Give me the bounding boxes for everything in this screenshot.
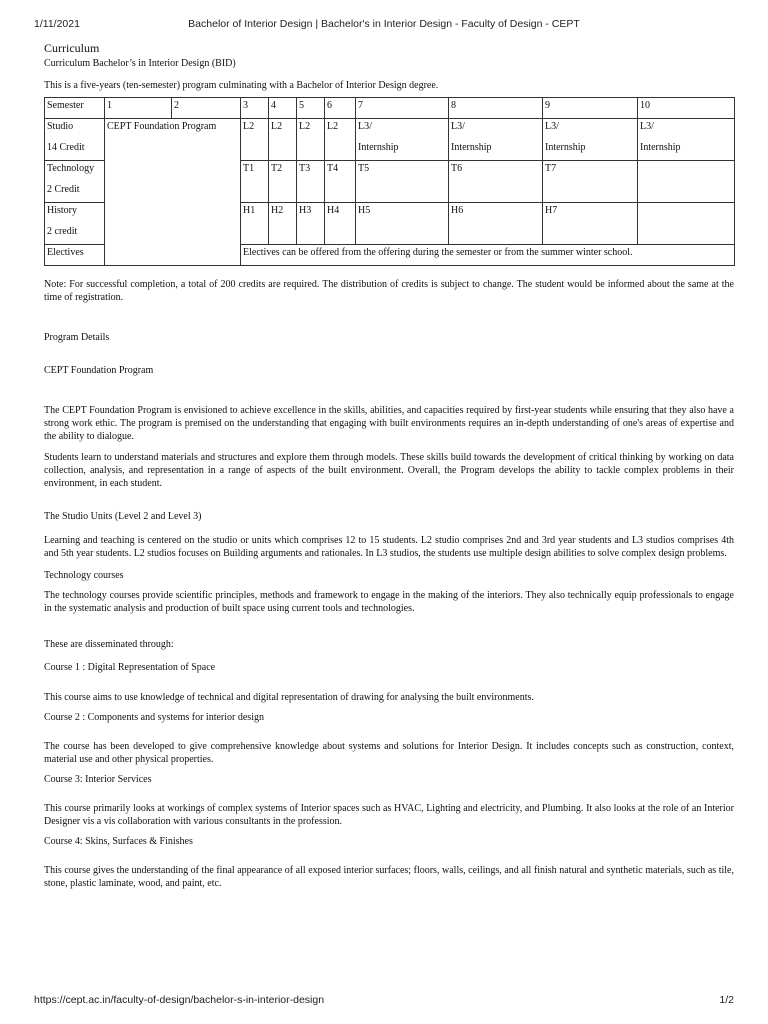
foundation-paragraph-2: Students learn to understand materials and structures and explore them through models. These skills build towards the development of critical thinking by working on data collection, analysis, and representation in a range of aspects of the built environment. Overall, the Program develops the ability to tackle complex problems in their environment, in each student. bbox=[44, 452, 734, 489]
studio-s8-level: L3/ bbox=[451, 121, 465, 132]
course-2-desc: The course has been developed to give comprehensive knowledge about systems and solutions for Interior Design. It includes concepts such as construction, context, material use and other physical properties. bbox=[44, 741, 734, 765]
studio-s9 bbox=[543, 119, 638, 161]
studio-s10 bbox=[638, 119, 735, 161]
history-s8: H6 bbox=[449, 203, 543, 245]
print-header bbox=[34, 18, 734, 30]
history-s4: H2 bbox=[269, 203, 297, 245]
foundation-paragraph-1: The CEPT Foundation Program is envisioned to achieve excellence in the skills, abilities, and capacities required by first-year students while ensuring that they also have a strong work ethic. The program is premised on the understanding that engaging with built environments requires an in-depth understanding of one's areas of expertise and the ability to dialogue. bbox=[44, 405, 734, 442]
technology-label-cell bbox=[45, 161, 105, 203]
tech-s5: T3 bbox=[297, 161, 325, 203]
tech-s6: T4 bbox=[325, 161, 356, 203]
technology-credit: 2 Credit bbox=[47, 184, 80, 195]
history-s9: H7 bbox=[543, 203, 638, 245]
studio-s5: L2 bbox=[297, 119, 325, 161]
page-content bbox=[44, 40, 734, 890]
studio-s10-internship: Internship bbox=[640, 142, 681, 153]
technology-courses-heading: Technology courses bbox=[44, 570, 124, 581]
studio-s8-internship: Internship bbox=[451, 142, 492, 153]
semester-5: 5 bbox=[297, 98, 325, 119]
tech-s7: T5 bbox=[356, 161, 449, 203]
electives-text: Electives can be offered from the offering during the semester or from the summer winter school. bbox=[241, 245, 735, 266]
curriculum-subheading: Curriculum Bachelor’s in Interior Design (BID) bbox=[44, 58, 236, 69]
print-page-title: Bachelor of Interior Design | Bachelor's in Interior Design - Faculty of Design - CEPT bbox=[188, 18, 580, 30]
studio-s8 bbox=[449, 119, 543, 161]
table-row-studio bbox=[45, 119, 735, 161]
semester-10: 10 bbox=[638, 98, 735, 119]
tech-s8: T6 bbox=[449, 161, 543, 203]
disseminated-heading: These are disseminated through: bbox=[44, 639, 174, 650]
foundation-program-cell: CEPT Foundation Program bbox=[105, 119, 241, 266]
studio-label-cell bbox=[45, 119, 105, 161]
tech-s9: T7 bbox=[543, 161, 638, 203]
studio-s7-level: L3/ bbox=[358, 121, 372, 132]
studio-credit: 14 Credit bbox=[47, 142, 85, 153]
semester-3: 3 bbox=[241, 98, 269, 119]
history-s6: H4 bbox=[325, 203, 356, 245]
tech-s4: T2 bbox=[269, 161, 297, 203]
studio-units-heading: The Studio Units (Level 2 and Level 3) bbox=[44, 511, 202, 522]
studio-s10-level: L3/ bbox=[640, 121, 654, 132]
semester-7: 7 bbox=[356, 98, 449, 119]
technology-courses-paragraph: The technology courses provide scientific principles, methods and framework to engage in the making of the interiors. They also technically equip professionals to engage in the systematic analysis and production of built space using current tools and technologies. bbox=[44, 590, 734, 614]
print-date: 1/11/2021 bbox=[34, 18, 80, 30]
semester-2: 2 bbox=[172, 98, 241, 119]
curriculum-intro: This is a five-years (ten-semester) program culminating with a Bachelor of Interior Design degree. bbox=[44, 80, 439, 91]
studio-s9-internship: Internship bbox=[545, 142, 586, 153]
course-4-desc: This course gives the understanding of the final appearance of all exposed interior surfaces; floors, walls, ceilings, and all finish natural and synthetic materials, such as tile, stone, plastic laminate, wood, and paint, etc. bbox=[44, 865, 734, 889]
semester-8: 8 bbox=[449, 98, 543, 119]
course-1-title: Course 1 : Digital Representation of Space bbox=[44, 662, 216, 673]
curriculum-heading: Curriculum bbox=[44, 41, 100, 55]
studio-s3: L2 bbox=[241, 119, 269, 161]
history-s5: H3 bbox=[297, 203, 325, 245]
tech-s10 bbox=[638, 161, 735, 203]
studio-s9-level: L3/ bbox=[545, 121, 559, 132]
semester-9: 9 bbox=[543, 98, 638, 119]
history-s3: H1 bbox=[241, 203, 269, 245]
semester-6: 6 bbox=[325, 98, 356, 119]
history-credit: 2 credit bbox=[47, 226, 78, 237]
technology-label: Technology bbox=[47, 163, 95, 174]
course-2-title: Course 2 : Components and systems for interior design bbox=[44, 712, 264, 723]
studio-s7 bbox=[356, 119, 449, 161]
studio-s6: L2 bbox=[325, 119, 356, 161]
history-s7: H5 bbox=[356, 203, 449, 245]
studio-label: Studio bbox=[47, 121, 74, 132]
tech-s3: T1 bbox=[241, 161, 269, 203]
studio-s4: L2 bbox=[269, 119, 297, 161]
program-details-heading: Program Details bbox=[44, 332, 110, 343]
studio-units-paragraph: Learning and teaching is centered on the studio or units which comprises 12 to 15 students. L2 studio comprises 2nd and 3rd year students and L3 studios comprises 4th and 5th year students. L2 studios focuses on Building arguments and rationales. In L3 studios, the students use multiple design abilities to solve complex design problems. bbox=[44, 535, 734, 559]
history-label: History bbox=[47, 205, 77, 216]
electives-label: Electives bbox=[45, 245, 105, 266]
print-footer bbox=[34, 994, 734, 1006]
course-4-title: Course 4: Skins, Surfaces & Finishes bbox=[44, 836, 193, 847]
print-url: https://cept.ac.in/faculty-of-design/bachelor-s-in-interior-design bbox=[34, 994, 325, 1006]
studio-s7-internship: Internship bbox=[358, 142, 399, 153]
semester-1: 1 bbox=[105, 98, 172, 119]
semester-label: Semester bbox=[45, 98, 105, 119]
course-1-desc: This course aims to use knowledge of technical and digital representation of drawing for analysing the built environments. bbox=[44, 692, 534, 703]
history-s10 bbox=[638, 203, 735, 245]
foundation-heading: CEPT Foundation Program bbox=[44, 365, 154, 376]
semester-4: 4 bbox=[269, 98, 297, 119]
course-3-title: Course 3: Interior Services bbox=[44, 774, 152, 785]
credits-note: Note: For successful completion, a total of 200 credits are required. The distribution of credits is subject to change. The student would be informed about the same at the time of registration. bbox=[44, 279, 734, 303]
curriculum-table bbox=[44, 97, 735, 266]
history-label-cell bbox=[45, 203, 105, 245]
print-page-number: 1/2 bbox=[719, 994, 734, 1006]
course-3-desc: This course primarily looks at workings of complex systems of Interior spaces such as HVAC, Lighting and electricity, and Plumbing. It also looks at the role of an Interior Designer vis a vis collaboration with various consultants in the profession. bbox=[44, 803, 734, 827]
table-row-semester bbox=[45, 98, 735, 119]
